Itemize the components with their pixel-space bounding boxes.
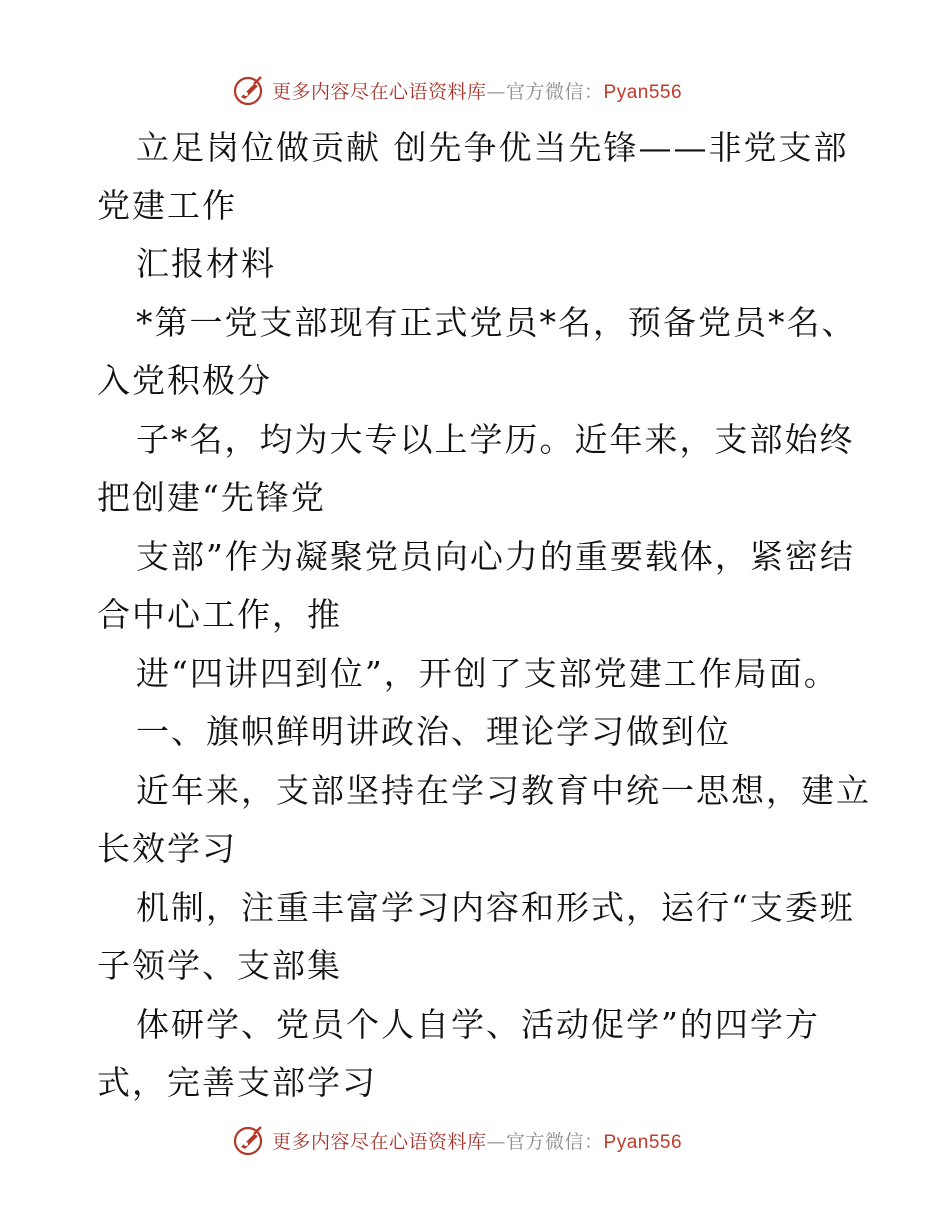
watermark-text: 更多内容尽在心语资料库—官方微信：Pyan556	[272, 80, 683, 103]
paragraph-line: 近年来，支部坚持在学习教育中统一思想，建立	[136, 771, 871, 810]
paragraph-line: *第一党支部现有正式党员*名，预备党员*名、	[136, 303, 857, 342]
footer-watermark	[232, 1122, 752, 1158]
paragraph-line: 体研学、党员个人自学、活动促学”的四学方	[136, 1005, 820, 1044]
title-line-1: 立足岗位做贡献 创先争优当先锋——非党支部	[136, 128, 849, 167]
paragraph-line: 把创建“先锋党	[97, 478, 326, 517]
title-line-2: 党建工作	[97, 186, 237, 225]
subtitle-line: 汇报材料	[136, 244, 276, 283]
paragraph-line: 入党积极分	[97, 361, 272, 400]
paragraph-line: 长效学习	[97, 829, 237, 868]
paragraph-line: 子领学、支部集	[97, 946, 342, 985]
paragraph-line: 子*名，均为大专以上学历。近年来，支部始终	[136, 420, 855, 459]
section-heading: 一、旗帜鲜明讲政治、理论学习做到位	[136, 712, 731, 751]
pen-logo-icon	[232, 1123, 266, 1157]
paragraph-line: 式，完善支部学习	[97, 1063, 377, 1102]
watermark-text: 更多内容尽在心语资料库—官方微信：Pyan556	[272, 1130, 683, 1153]
paragraph-line: 支部”作为凝聚党员向心力的重要载体，紧密结	[136, 537, 855, 576]
paragraph-line: 机制，注重丰富学习内容和形式，运行“支委班	[136, 888, 855, 927]
paragraph-line: 合中心工作，推	[97, 595, 342, 634]
paragraph-line: 进“四讲四到位”，开创了支部党建工作局面。	[136, 654, 839, 693]
